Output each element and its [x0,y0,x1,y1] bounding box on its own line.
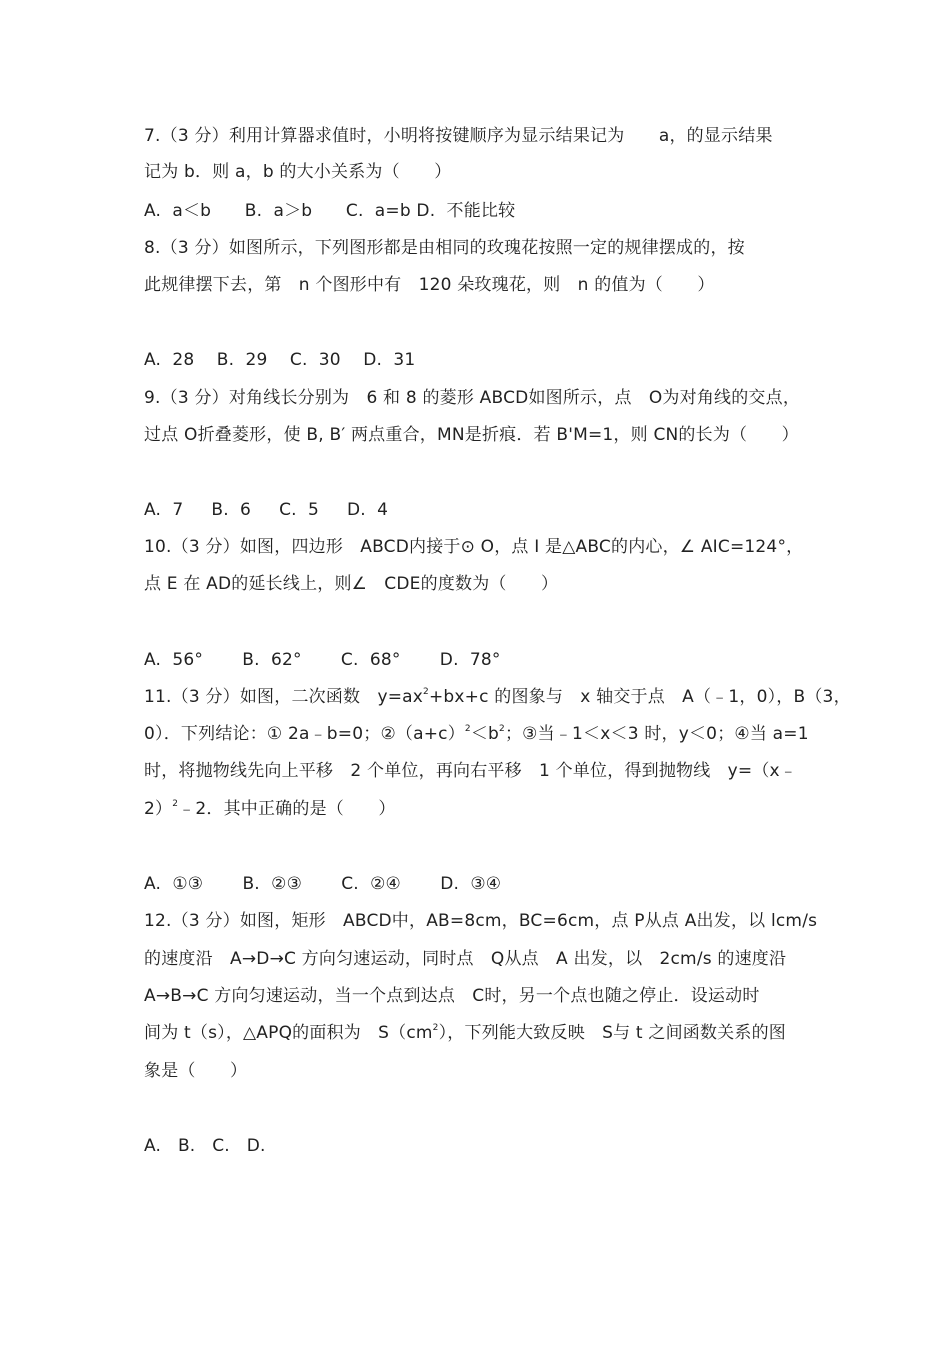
q7-line-2: 记为 b．则 a，b 的大小关系为（ ） [144,162,452,182]
q11-line-1-exponent: 2 [423,687,429,697]
q11-line-2-exponent-2: 2 [499,724,505,734]
q12-line-5: 象是（ ） [144,1061,248,1081]
q7-options: A. a＜b B. a＞b C. a=b D. 不能比较 [144,201,516,221]
q8-options: A. 28 B. 29 C. 30 D. 31 [144,350,416,370]
q12-line-3: A→B→C 方向匀速运动，当一个点到达点 C时，另一个点也随之停止．设运动时 [144,986,760,1006]
q11-line-4-text-a: 2） [144,799,173,819]
q10-options: A. 56° B. 62° C. 68° D. 78° [144,650,501,670]
q11-line-2 [144,723,809,745]
q8-line-1: 8.（3 分）如图所示，下列图形都是由相同的玫瑰花按照一定的规律摆成的，按 [144,238,745,258]
q9-line-2: 过点 O折叠菱形，使 B, B′ 两点重合，MN是折痕．若 B'M=1，则 CN的长为（ ） [144,425,799,445]
q11-line-2-text-b: ＜b [470,724,500,744]
q11-line-2-exponent-1: 2 [464,724,471,734]
q11-line-1-text-b: +bx+c 的图象与 x 轴交于点 A（﹣1，0），B（3， [428,687,851,707]
q12-line-4-exponent: 2 [432,1023,439,1033]
q11-line-4-text-b: ﹣2．其中正确的是（ ） [178,799,396,819]
q9-options: A. 7 B. 6 C. 5 D. 4 [144,500,389,520]
q11-line-2-text-c: ；③当﹣1＜x＜3 时，y＜0；④当 a=1 [504,724,809,744]
q12-line-4-text-a: 间为 t（s），△APQ的面积为 S（cm [144,1023,433,1043]
q11-line-3: 时，将抛物线先向上平移 2 个单位，再向右平移 1 个单位，得到抛物线 y=（x﹣ [144,761,798,781]
q12-line-1: 12.（3 分）如图，矩形 ABCD中，AB=8cm，BC=6cm，点 P从点 A出发，以 lcm/s [144,911,818,931]
q11-line-1 [144,686,851,708]
q12-options: A. B. C. D. [144,1136,266,1156]
q11-line-4-exponent: 2 [172,799,179,809]
q10-line-1: 10.（3 分）如图，四边形 ABCD内接于⊙ O，点 I 是△ABC的内心，∠ AIC=124°， [144,537,804,557]
q12-line-4 [144,1022,786,1044]
q12-line-4-text-b: ），下列能大致反映 S与 t 之间函数关系的图 [438,1023,786,1043]
q10-line-2: 点 E 在 AD的延长线上，则∠ CDE的度数为（ ） [144,574,559,594]
q11-options: A. ①③ B. ②③ C. ②④ D. ③④ [144,874,502,894]
q8-line-2: 此规律摆下去，第 n 个图形中有 120 朵玫瑰花，则 n 的值为（ ） [144,275,715,295]
q11-line-1-text-a: 11.（3 分）如图，二次函数 y=ax [144,687,424,707]
q9-line-1: 9.（3 分）对角线长分别为 6 和 8 的菱形 ABCD如图所示，点 O为对角线的交点， [144,388,801,408]
q12-line-2: 的速度沿 A→D→C 方向匀速运动，同时点 Q从点 A 出发，以 2cm/s 的速度沿 [144,949,787,969]
q11-line-4 [144,798,396,820]
q7-line-1: 7.（3 分）利用计算器求值时，小明将按键顺序为显示结果记为 a，的显示结果 [144,126,773,146]
q11-line-2-text-a: 0）．下列结论：① 2a﹣b=0；②（a+c） [144,724,465,744]
